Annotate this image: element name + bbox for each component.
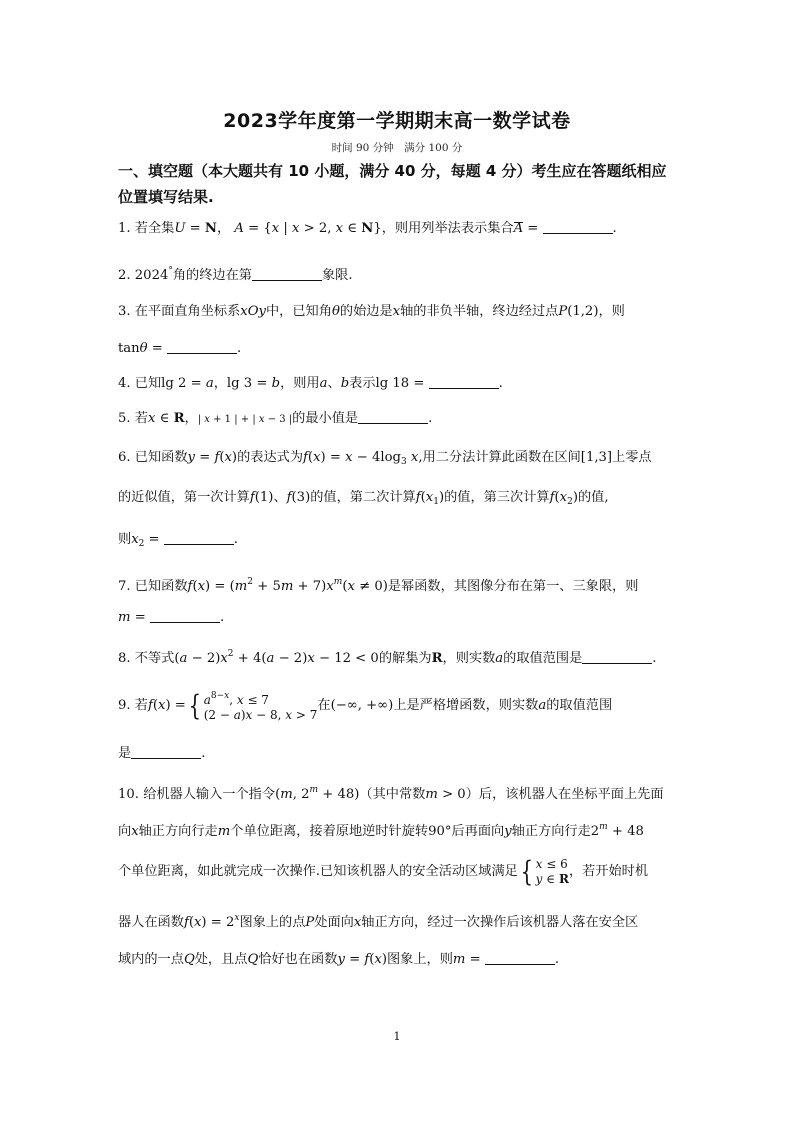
question-7-line2: m = . [118, 610, 225, 625]
text: （其中常数 [359, 787, 426, 802]
question-10-line4: 器人在函数$f(x) = 2^x$图象上的点P处面向x轴正方向，经过一次操作后该机器人落在安全区 [118, 913, 639, 930]
text: 图象上的点 [239, 915, 306, 930]
math: y [187, 450, 195, 465]
question-number: 1. [118, 221, 131, 236]
text: 2024 [134, 268, 169, 283]
answer-blank-10[interactable] [485, 950, 555, 965]
text: 给机器人输入一个指令 [143, 787, 276, 802]
math: x [559, 490, 568, 505]
math: y [337, 952, 345, 967]
question-5: 5. 若x ∈ R，| x + 1 | + | x − 3 |的最小值是 . [118, 411, 433, 426]
text: 后再面向 [451, 824, 505, 839]
question-number: 7. [118, 579, 131, 594]
math: y [504, 824, 512, 839]
question-4: 4. 已知lg 2 = a，lg 3 = b，则用a、b表示lg 18 = . [118, 376, 503, 391]
text: 若全集 [134, 221, 175, 236]
math: 2 [567, 497, 573, 507]
text: 、 [327, 376, 341, 391]
math: x [131, 824, 139, 839]
text: . [554, 952, 560, 967]
text: ，则用 [280, 376, 320, 391]
text: 图象上，则 [386, 952, 453, 967]
text: 轴正方向行走 [511, 824, 591, 839]
answer-blank-5[interactable] [358, 409, 428, 424]
answer-blank-2[interactable] [252, 266, 322, 281]
question-7: 7. 已知函数$f(x) = (m^2 + 5m + 7)x^m(x \ne 0)$是幂函数，其图像分布在第一、三象限，则 [118, 577, 639, 594]
text: ）后，该机器人在坐标平面上先面 [465, 787, 664, 802]
text: 轴的非负半轴，终边经过点 [400, 304, 559, 319]
text: ，则 [598, 304, 625, 319]
question-3: 3. 在平面直角坐标系xOy中，已知角θ的始边是x轴的非负半轴，终边经过点P(1,2)，则 [118, 304, 625, 319]
math: a [495, 651, 504, 666]
text: 已知函数 [134, 579, 188, 594]
text: ， [213, 376, 227, 391]
question-number: 4. [118, 376, 131, 391]
math: θ [331, 304, 340, 319]
math: A [513, 221, 524, 236]
math: θ [139, 341, 148, 356]
text: 域内的一点 [118, 952, 184, 967]
math: Q [183, 952, 195, 967]
math: x [224, 450, 232, 465]
math: 2 [227, 649, 234, 659]
text: 个单位距离，接着原地逆时针旋转 [230, 824, 429, 839]
math: N [361, 221, 374, 236]
question-number: 2. [118, 268, 131, 283]
text: 在 [317, 698, 331, 713]
text: 上是严格增函数，则实数 [393, 698, 539, 713]
math: f [249, 490, 255, 505]
text: 在平面直角坐标系 [134, 304, 241, 319]
text: 象限. [321, 268, 353, 283]
math: | x + 1 | + | x − 3 | [197, 414, 293, 425]
math: f [303, 450, 308, 465]
math: f [286, 490, 292, 505]
text: 的值，第二次计算 [310, 490, 416, 505]
math: f [147, 698, 153, 713]
text: 角的终边在第 [172, 268, 252, 283]
question-number: 8. [118, 651, 131, 666]
math: x [374, 952, 382, 967]
text: ， [216, 221, 231, 236]
text: ， [184, 411, 198, 426]
math: x [347, 579, 355, 594]
math: 1 [433, 497, 439, 507]
math: { [188, 688, 202, 722]
text: . [612, 221, 617, 236]
math: 2 [247, 577, 254, 587]
math: f [549, 490, 555, 505]
piecewise-cases: $a^{8-x}$, x ≤ 7 (2 − a)x − 8, x > 7 [203, 690, 318, 722]
answer-blank-9[interactable] [131, 744, 201, 759]
text: . [201, 746, 206, 761]
math: m [234, 579, 248, 594]
math: a [319, 376, 328, 391]
section-heading-line1: 一、填空题（本大题共有 10 小题，满分 40 分，每题 4 分）考生应在答题纸相应 [118, 162, 667, 180]
math: b [340, 376, 350, 391]
math: m [118, 610, 131, 625]
math: a [538, 698, 547, 713]
math: 3 [400, 457, 407, 467]
math: x [197, 579, 206, 594]
text: 不等式 [134, 651, 175, 666]
text: 已知 [134, 376, 162, 391]
section-heading-line2: 位置填写结果. [118, 188, 214, 206]
text: 的值, [577, 490, 609, 505]
text: 若 [134, 698, 148, 713]
text: ,用二分法计算此函数在区间 [418, 450, 581, 465]
text: 若 [134, 411, 148, 426]
text: 的表达式为 [237, 450, 304, 465]
math: f [415, 490, 421, 505]
math: U [174, 221, 186, 236]
math: b [271, 376, 281, 391]
text: 的取值范围 [546, 698, 613, 713]
math: x [271, 221, 280, 236]
text: . [428, 411, 433, 426]
text: 是幂函数，其图像分布在第一、三象限，则 [387, 579, 639, 594]
math: m [280, 787, 293, 802]
math: f [364, 952, 370, 967]
region-conditions: x ≤ 6 y ∈ R [535, 856, 569, 886]
question-1: 1. 若全集U = N， A = {x | x > 2, x ∈ N}，则用列举法表示集合A = . [118, 221, 617, 236]
text: 的近似值，第一次计算 [118, 490, 250, 505]
text: 的始边是 [339, 304, 393, 319]
text: 已知函数 [134, 450, 188, 465]
text: ，则用列举法表示集合 [381, 221, 514, 236]
answer-blank-1[interactable] [543, 219, 613, 234]
answer-blank-8[interactable] [582, 649, 652, 664]
math: x [392, 304, 401, 319]
math: a [205, 376, 214, 391]
text: 中，已知角 [266, 304, 332, 319]
text: 的最小值是 [292, 411, 359, 426]
math: R [173, 411, 185, 426]
question-number: 5. [118, 411, 131, 426]
math: a [179, 651, 188, 666]
text: 器人在函数 [118, 915, 184, 930]
text: 的取值范围是 [503, 651, 583, 666]
text: 、 [273, 490, 287, 505]
math: x [292, 221, 300, 236]
math: m [280, 579, 294, 594]
question-number: 10. [118, 787, 139, 802]
question-number: 3. [118, 304, 131, 319]
math: m [452, 952, 466, 967]
text: 的解集为 [378, 651, 432, 666]
question-6: 6. 已知函数y = f(x)的表达式为$f(x) = x - 4\log_3$ x,用二分法计算此函数在区间[1,3]上零点 [118, 450, 652, 467]
question-2 [118, 261, 678, 286]
math: x [193, 915, 202, 930]
text: 处，且点 [194, 952, 248, 967]
math: f [187, 579, 193, 594]
text: 轴正方向行走 [138, 824, 218, 839]
math: { [520, 854, 533, 888]
text: . [498, 376, 503, 391]
text: . [237, 341, 242, 356]
math: m [599, 822, 608, 832]
text: ，则实数 [442, 651, 496, 666]
question-number: 9. [118, 698, 131, 713]
math: m [425, 787, 438, 802]
math: x [234, 913, 240, 923]
page-title: 2023学年度第一学期期末高一数学试卷 [223, 110, 571, 132]
math: m [309, 785, 319, 795]
page-number: 1 [393, 1030, 401, 1043]
question-9: 9. 若f(x) ={ $a^{8-x}$, x ≤ 7 (2 − a)x − 8, x > 7 在(−∞, +∞)上是严格增函数，则实数a的取值范围 [118, 688, 613, 722]
math: ° [168, 266, 173, 276]
text: 轴正方向，经过一次操作后该机器人落在安全区 [361, 915, 639, 930]
answer-blank-6[interactable] [164, 530, 234, 545]
text: 上零点 [612, 450, 652, 465]
math: N [204, 221, 217, 236]
answer-blank-7[interactable] [150, 608, 220, 623]
math: a [266, 651, 275, 666]
math: P [305, 915, 315, 930]
text: 的值，第三次计算 [444, 490, 550, 505]
math: xOy [240, 304, 266, 319]
math: x [158, 698, 166, 713]
math: Q [247, 952, 259, 967]
text: 恰好也在函数 [258, 952, 338, 967]
question-9-line2 [118, 744, 678, 764]
math: P [558, 304, 568, 319]
section-heading [118, 158, 678, 210]
math: x [313, 450, 321, 465]
question-3-line2: tanθ = . [118, 341, 242, 356]
math: x [345, 450, 353, 465]
question-8: 8. 不等式$(a - 2)x^2 + 4(a - 2)x - 12 < 0$的解集为R，则实数a的取值范围是 . [118, 649, 657, 666]
math: f [183, 915, 189, 930]
math: x [410, 450, 419, 465]
exam-subtitle: 时间 90 分钟 满分 100 分 [331, 142, 463, 154]
math: x [147, 411, 156, 426]
text: 个单位距离，如此就完成一次操作.已知该机器人的安全活动区域满足 [118, 864, 518, 879]
math: x [326, 579, 334, 594]
math: x [335, 221, 344, 236]
text: . [219, 610, 225, 625]
question-10-line2: 向x轴正方向行走m个单位距离，接着原地逆时针旋转90°后再面向y轴正方向行走$2^m + 48$ [118, 822, 644, 839]
math: x [307, 651, 315, 666]
math: 2 [138, 539, 145, 549]
math: f [214, 450, 220, 465]
text: . [652, 651, 657, 666]
text: 是 [118, 746, 132, 761]
math: x [425, 490, 434, 505]
question-number: 6. [118, 450, 131, 465]
question-10-line3 [118, 852, 678, 892]
math: x [353, 915, 362, 930]
text: ，若开始时机 [568, 864, 649, 879]
math: R [431, 651, 443, 666]
text: . [233, 532, 238, 547]
question-10: 10. 给机器人输入一个指令(m, $2^m + 48$)（其中常数m > 0）后，该机器人在坐标平面上先面 [118, 785, 664, 802]
math: A [234, 221, 244, 236]
math: x [131, 532, 139, 547]
question-6-line2: 的近似值，第一次计算f(1)、f(3)的值，第二次计算$f(x_1)$的值，第三次计算$f(x_2)$的值, [118, 490, 609, 507]
text: 向 [118, 824, 132, 839]
question-10-line5: 域内的一点Q处，且点Q恰好也在函数y = f(x)图象上，则m = . [118, 952, 560, 967]
question-6-line3: 则$x_2$ = . [118, 532, 238, 549]
answer-blank-4[interactable] [429, 374, 499, 389]
text: 表示 [349, 376, 376, 391]
math: x [220, 651, 228, 666]
math: m [333, 577, 343, 587]
text: 处面向 [314, 915, 354, 930]
math: m [217, 824, 231, 839]
text: 则 [118, 532, 132, 547]
answer-blank-3[interactable] [167, 339, 237, 354]
